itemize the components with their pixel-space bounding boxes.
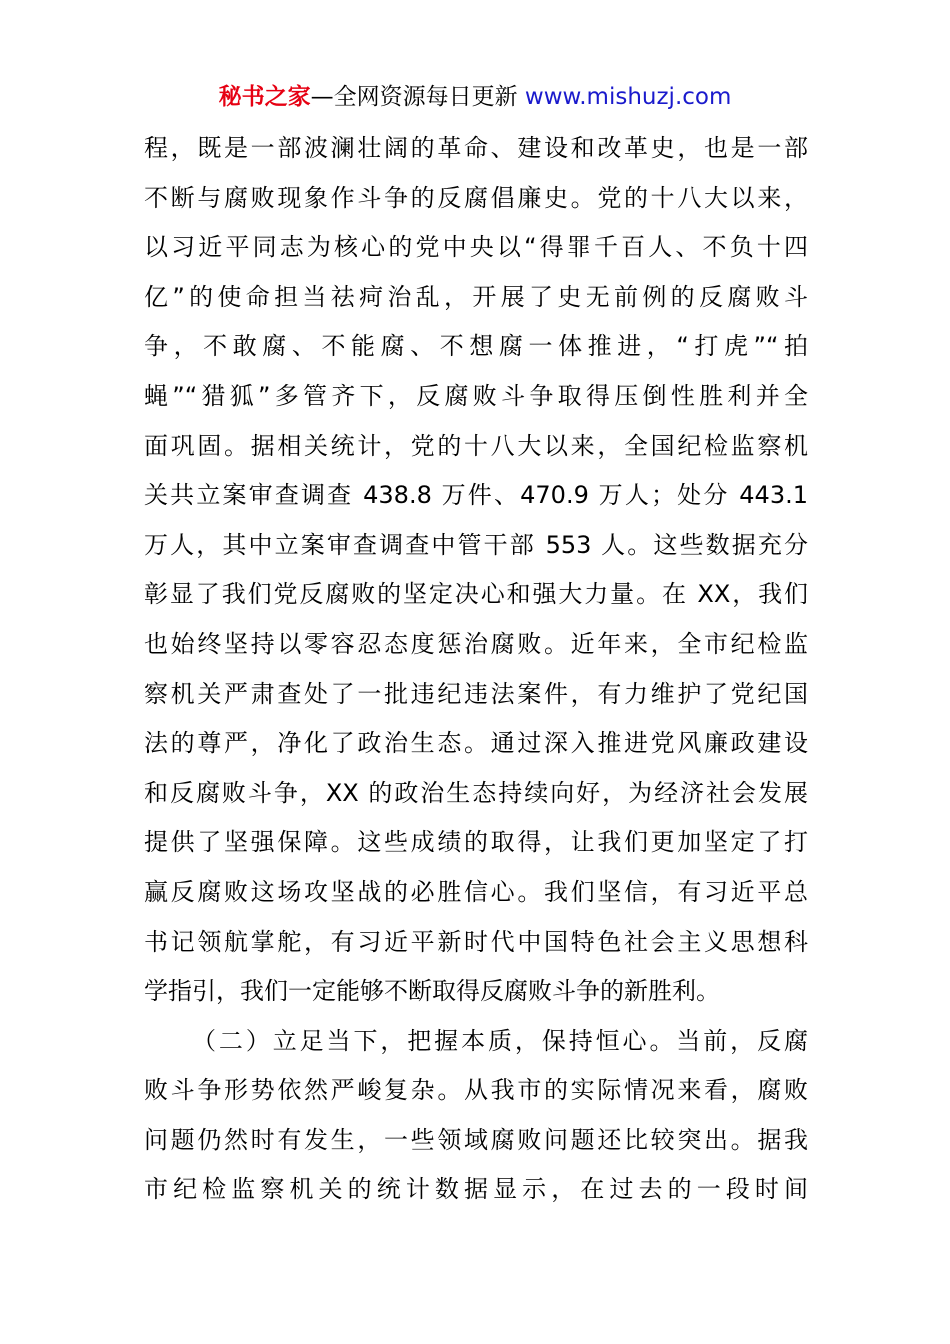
text-line: 蝇”“猎狐”多管齐下，反腐败斗争取得压倒性胜利并全 (144, 381, 808, 410)
text-line: 提供了坚强保障。这些成绩的取得，让我们更加坚定了打 (144, 828, 808, 857)
text-line: 败斗争形势依然严峻复杂。从我市的实际情况来看，腐败 (144, 1076, 808, 1105)
document-body (144, 124, 808, 1215)
text-line: 市纪检监察机关的统计数据显示，在过去的一段时间 (144, 1175, 808, 1204)
text-line: 万人，其中立案审查调查中管干部 553 人。这些数据充分 (144, 530, 808, 559)
text-line: 书记领航掌舵，有习近平新时代中国特色社会主义思想科 (144, 927, 808, 956)
text-line: 面巩固。据相关统计，党的十八大以来，全国纪检监察机 (144, 431, 808, 460)
text-line: 问题仍然时有发生，一些领域腐败问题还比较突出。据我 (144, 1125, 808, 1154)
text-line: 争，不敢腐、不能腐、不想腐一体推进，“打虎”“拍 (144, 332, 808, 361)
text-line: 程，既是一部波澜壮阔的革命、建设和改革史，也是一部 (144, 134, 808, 162)
site-header (0, 80, 950, 114)
text-line: 关共立案审查调查 438.8 万件、470.9 万人；处分 443.1 (144, 481, 808, 510)
text-line: 彰显了我们党反腐败的坚定决心和强大力量。在 XX，我们 (144, 580, 808, 609)
paragraph-last-line: 学指引，我们一定能够不断取得反腐败斗争的新胜利。 (144, 977, 720, 1006)
text-line: 察机关严肃查处了一批违纪违法案件，有力维护了党纪国 (144, 679, 808, 708)
text-line: 赢反腐败这场攻坚战的必胜信心。我们坚信，有习近平总 (144, 877, 808, 906)
section-heading-line: （二）立足当下，把握本质，保持恒心。当前，反腐 (192, 1026, 808, 1055)
text-line: 法的尊严，净化了政治生态。通过深入推进党风廉政建设 (144, 729, 808, 758)
site-tagline: —全网资源每日更新 (310, 84, 525, 110)
site-brand: 秘书之家 (218, 84, 311, 110)
text-line: 不断与腐败现象作斗争的反腐倡廉史。党的十八大以来， (144, 183, 808, 212)
site-url-link[interactable]: www.mishuzj.com (524, 84, 732, 110)
text-line: 亿”的使命担当祛疴治乱，开展了史无前例的反腐败斗 (144, 282, 808, 311)
text-line: 和反腐败斗争，XX 的政治生态持续向好，为经济社会发展 (144, 778, 808, 807)
text-line: 以习近平同志为核心的党中央以“得罪千百人、不负十四 (144, 233, 808, 262)
text-line: 也始终坚持以零容忍态度惩治腐败。近年来，全市纪检监 (144, 629, 808, 658)
